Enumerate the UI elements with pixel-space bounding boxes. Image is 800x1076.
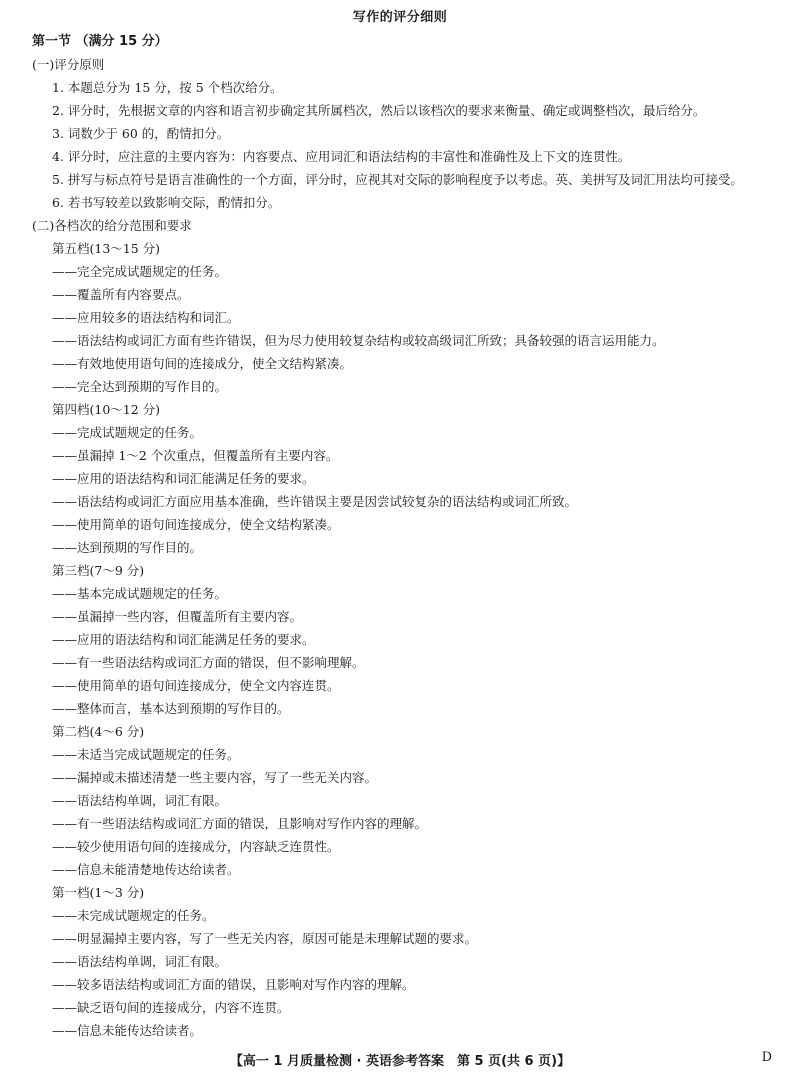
level-criterion: ——信息未能传达给读者。 <box>52 1023 203 1038</box>
level-criterion: ——语法结构单调，词汇有限。 <box>52 793 228 808</box>
level-criterion: ——完全达到预期的写作目的。 <box>52 379 228 394</box>
section-heading: 第一节 （满分 15 分） <box>32 34 168 49</box>
level-criterion: ——有一些语法结构或词汇方面的错误，但不影响理解。 <box>52 655 365 670</box>
level-criterion: ——使用简单的语句间连接成分，使全文内容连贯。 <box>52 678 340 693</box>
level-criterion: ——较少使用语句间的连接成分，内容缺乏连贯性。 <box>52 839 340 854</box>
level-heading: 第一档(1～3 分) <box>52 885 145 900</box>
level-criterion: ——语法结构或词汇方面有些许错误，但为尽力使用较复杂结构或较高级词汇所致；具备较强的语言运用能力。 <box>52 333 665 348</box>
level-heading: 第四档(10～12 分) <box>52 402 161 417</box>
page-footer: 【高一 1 月质量检测 · 英语参考答案 第 5 页(共 6 页)】 <box>229 1054 571 1069</box>
level-criterion: ——覆盖所有内容要点。 <box>52 287 190 302</box>
level-criterion: ——使用简单的语句间连接成分，使全文结构紧凑。 <box>52 517 340 532</box>
level-criterion: ——应用的语法结构和词汇能满足任务的要求。 <box>52 632 315 647</box>
page-title: 写作的评分细则 <box>352 10 448 25</box>
principle-item: 5. 拼写与标点符号是语言准确性的一个方面，评分时，应视其对交际的影响程度予以考虑。英、美拼写及词汇用法均可接受。 <box>52 172 743 187</box>
level-criterion: ——基本完成试题规定的任务。 <box>52 586 228 601</box>
level-criterion: ——语法结构单调，词汇有限。 <box>52 954 228 969</box>
level-criterion: ——未完成试题规定的任务。 <box>52 908 215 923</box>
level-criterion: ——明显漏掉主要内容，写了一些无关内容，原因可能是未理解试题的要求。 <box>52 931 478 946</box>
subsection-heading-levels: (二)各档次的给分范围和要求 <box>32 218 192 233</box>
principle-item: 4. 评分时，应注意的主要内容为：内容要点、应用词汇和语法结构的丰富性和准确性及上下文的连贯性。 <box>52 149 631 164</box>
level-criterion: ——缺乏语句间的连接成分，内容不连贯。 <box>52 1000 290 1015</box>
level-criterion: ——较多语法结构或词汇方面的错误，且影响对写作内容的理解。 <box>52 977 415 992</box>
subsection-heading-principles: (一)评分原则 <box>32 57 105 72</box>
level-criterion: ——应用的语法结构和词汇能满足任务的要求。 <box>52 471 315 486</box>
level-criterion: ——信息未能清楚地传达给读者。 <box>52 862 240 877</box>
level-criterion: ——达到预期的写作目的。 <box>52 540 203 555</box>
level-criterion: ——有一些语法结构或词汇方面的错误，且影响对写作内容的理解。 <box>52 816 428 831</box>
level-criterion: ——虽漏掉 1～2 个次重点，但覆盖所有主要内容。 <box>52 448 339 463</box>
level-criterion: ——语法结构或词汇方面应用基本准确，些许错误主要是因尝试较复杂的语法结构或词汇所致。 <box>52 494 578 509</box>
principle-item: 3. 词数少于 60 的，酌情扣分。 <box>52 126 230 141</box>
level-criterion: ——完全完成试题规定的任务。 <box>52 264 228 279</box>
level-heading: 第二档(4～6 分) <box>52 724 145 739</box>
principle-item: 6. 若书写较差以致影响交际，酌情扣分。 <box>52 195 281 210</box>
version-letter: D <box>761 1050 772 1065</box>
level-criterion: ——有效地使用语句间的连接成分，使全文结构紧凑。 <box>52 356 353 371</box>
level-heading: 第五档(13～15 分) <box>52 241 161 256</box>
principle-item: 2. 评分时，先根据文章的内容和语言初步确定其所属档次，然后以该档次的要求来衡量、确定或调整档次，最后给分。 <box>52 103 706 118</box>
level-criterion: ——虽漏掉一些内容，但覆盖所有主要内容。 <box>52 609 303 624</box>
level-criterion: ——未适当完成试题规定的任务。 <box>52 747 240 762</box>
principle-item: 1. 本题总分为 15 分，按 5 个档次给分。 <box>52 80 283 95</box>
level-criterion: ——整体而言，基本达到预期的写作目的。 <box>52 701 290 716</box>
level-heading: 第三档(7～9 分) <box>52 563 145 578</box>
level-criterion: ——完成试题规定的任务。 <box>52 425 203 440</box>
level-criterion: ——应用较多的语法结构和词汇。 <box>52 310 240 325</box>
level-criterion: ——漏掉或未描述清楚一些主要内容，写了一些无关内容。 <box>52 770 378 785</box>
